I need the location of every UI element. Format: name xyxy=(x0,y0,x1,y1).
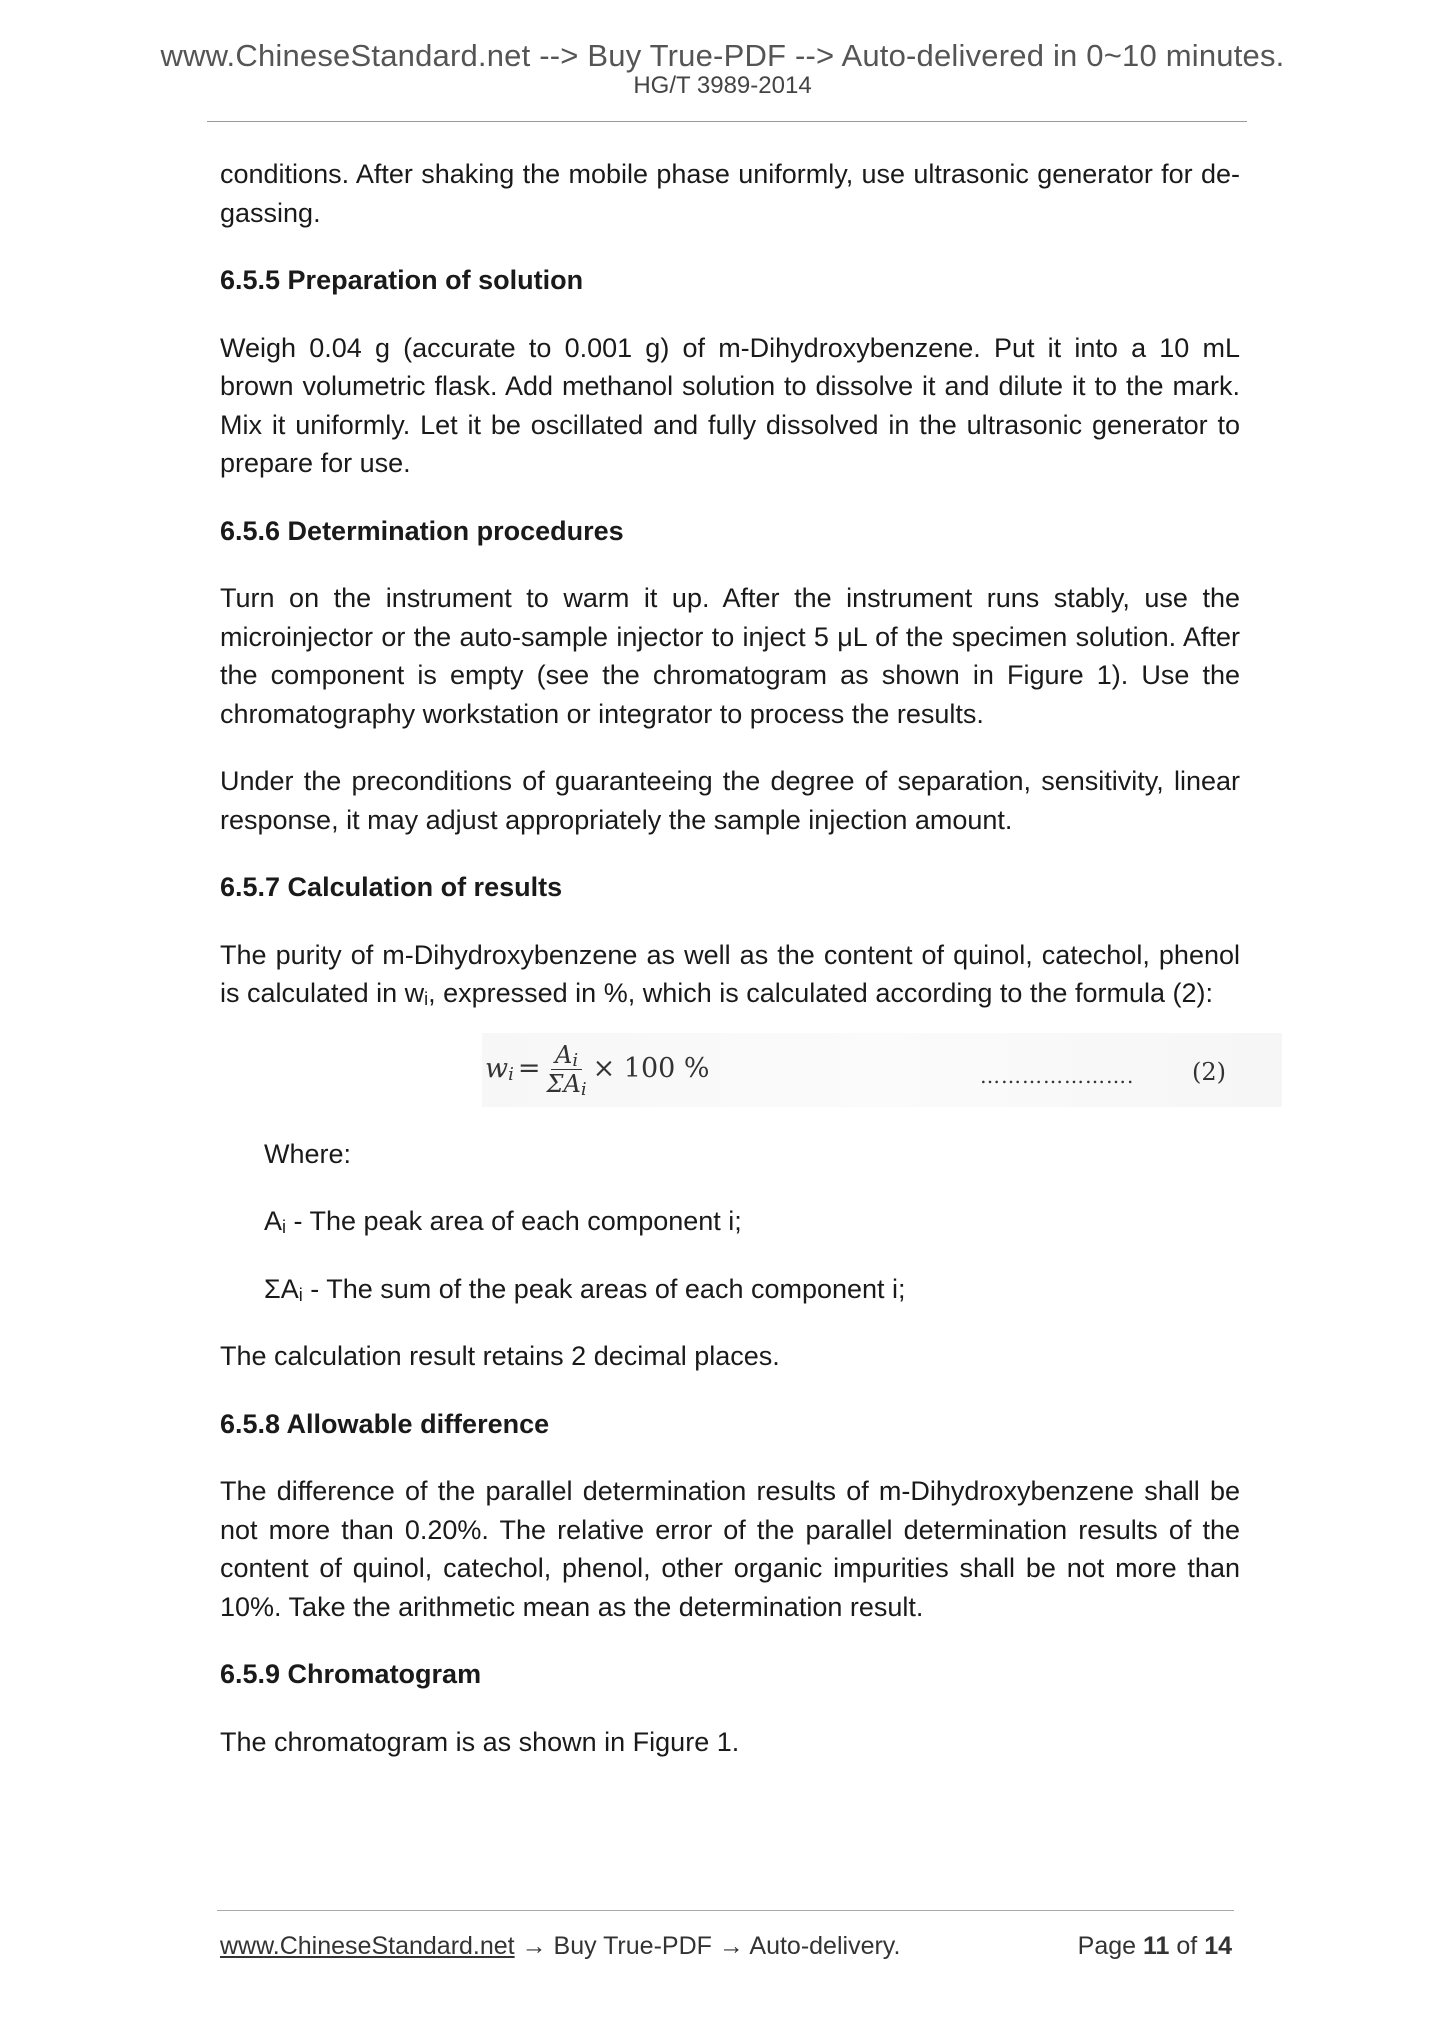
footer-site-link[interactable]: www.ChineseStandard.net xyxy=(220,1932,515,1960)
formula-denominator: $\Sigma A_i$ xyxy=(546,1069,587,1100)
formula-2 xyxy=(220,1033,1240,1107)
site-banner[interactable]: www.ChineseStandard.net --> Buy True-PDF --> Auto-delivered in 0~10 minutes. xyxy=(160,38,1285,73)
section-6-5-6-heading: 6.5.6 Determination procedures xyxy=(220,515,624,546)
footer-promo xyxy=(220,1934,900,1959)
formula-times-100-percent: × 100 % xyxy=(592,1052,710,1084)
formula-fraction xyxy=(547,1041,587,1098)
formula-expression xyxy=(485,1041,710,1098)
intro-paragraph: conditions. After shaking the mobile phase uniformly, use ultrasonic generator for de-gassing. xyxy=(220,159,1240,228)
formula-leader-dots: …………………. xyxy=(980,1063,1135,1088)
section-6-5-9-heading: 6.5.9 Chromatogram xyxy=(220,1659,482,1689)
section-6-5-7-heading: 6.5.7 Calculation of results xyxy=(220,872,563,902)
definition-ai: $A_i$ - The peak area of each component i; xyxy=(264,1206,742,1237)
page-content xyxy=(220,155,1240,1790)
section-6-5-8-heading: 6.5.8 Allowable difference xyxy=(220,1408,550,1439)
definition-sum-ai: $\Sigma A_i$ - The sum of the peak areas of each component i; xyxy=(264,1273,906,1305)
standard-code: HG/T 3989-2014 xyxy=(633,72,812,99)
footer-divider xyxy=(217,1910,1234,1911)
section-6-5-5-heading: 6.5.5 Preparation of solution xyxy=(220,265,584,295)
formula-number: (2) xyxy=(1192,1057,1226,1086)
section-6-5-6-paragraph-2: Under the preconditions of guaranteeing the degree of separation, sensitivity, linear response, it may adjust appropriately the sample injection amount. xyxy=(220,766,1240,835)
formula-numerator: $A_i$ xyxy=(551,1041,582,1070)
footer-promo-text: → Buy True-PDF → Auto-delivery. xyxy=(514,1932,901,1960)
section-6-5-8-paragraph: The difference of the parallel determination results of m-Dihydroxybenzene shall be not more than 0.20%. The relative error of the parallel determination results of the content of quinol, catechol, phenol, other organic impurities shall be not more than 10%. Take the arithmetic mean as the determination result. xyxy=(220,1476,1240,1622)
header-divider xyxy=(207,121,1247,122)
formula-equals: = xyxy=(517,1052,541,1084)
current-page-number: 11 xyxy=(1143,1932,1170,1960)
section-6-5-9-paragraph: The chromatogram is as shown in Figure 1. xyxy=(220,1726,740,1757)
calculation-result-note: The calculation result retains 2 decimal places. xyxy=(220,1341,780,1371)
section-6-5-6-paragraph-1: Turn on the instrument to warm it up. After the instrument runs stably, use the microinjector or the auto-sample injector to inject 5 μL of the specimen solution. After the component is empty (see the chromatogram as shown in Figure 1). Use the chromatography workstation or integrator to process the results. xyxy=(220,583,1240,729)
total-pages-number: 14 xyxy=(1204,1932,1232,1960)
section-6-5-5-paragraph: Weigh 0.04 g (accurate to 0.001 g) of m-Dihydroxybenzene. Put it into a 10 mL brown volumetric flask. Add methanol solution to dissolve it and dilute it to the mark. Mix it uniformly. Let it be oscillated and fully dissolved in the ultrasonic generator to prepare for use. xyxy=(220,332,1240,478)
section-6-5-7-paragraph: The purity of m-Dihydroxybenzene as well as the content of quinol, catechol, phenol is calculated in $w_i$, expressed in %, which is calculated according to the formula (2): xyxy=(220,939,1240,1009)
formula-lhs: $w_i$ xyxy=(485,1052,514,1085)
page-indicator: Page 11 of 14 xyxy=(1077,1932,1232,1960)
where-label: Where: xyxy=(264,1138,352,1169)
